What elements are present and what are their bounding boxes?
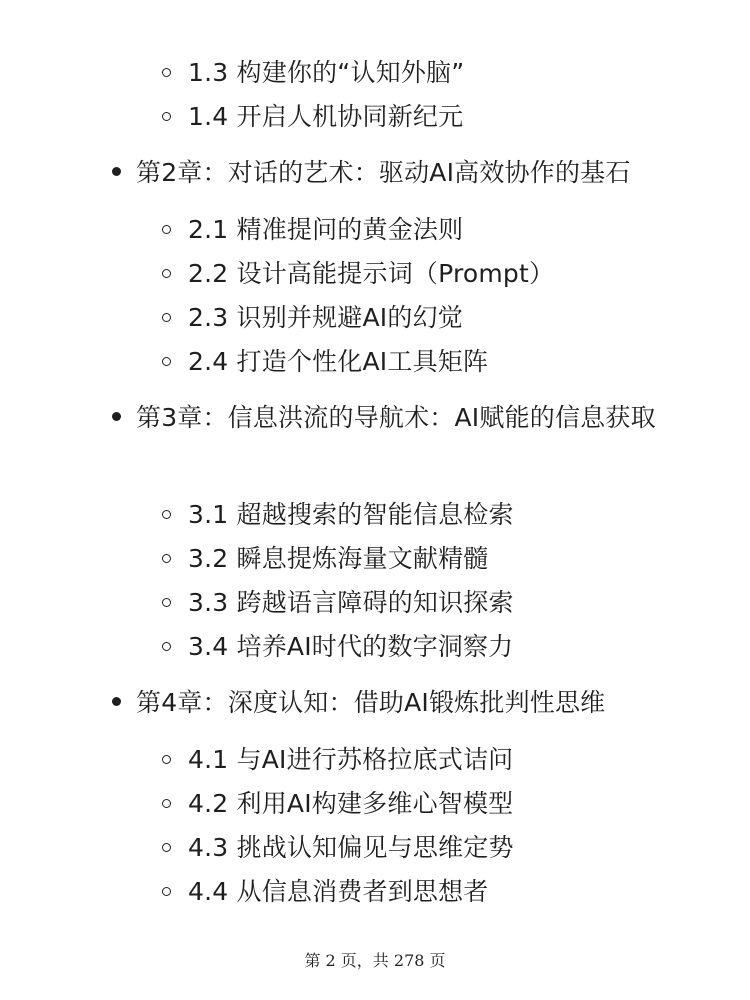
page-number-footer: 第 2 页，共 278 页 [304, 951, 446, 970]
toc-section-item [0, 739, 750, 783]
toc-section-label: 1.4 开启人机协同新纪元 [188, 102, 464, 131]
toc-section-item [0, 582, 750, 626]
toc-section-label: 1.3 构建你的“认知外脑” [188, 58, 465, 87]
toc-section-label: 3.2 瞬息提炼海量文献精髓 [188, 544, 489, 573]
toc-section-item [0, 871, 750, 915]
toc-section-item [0, 827, 750, 871]
filled-disc-bullet-icon [112, 412, 121, 421]
toc-section-label: 3.3 跨越语言障碍的知识探索 [188, 588, 514, 617]
toc-section-item [0, 297, 750, 341]
toc-section-item [0, 341, 750, 385]
toc-section-label: 2.2 设计高能提示词（Prompt） [188, 259, 555, 288]
toc-section-item [0, 494, 750, 538]
hollow-circle-bullet-icon [162, 554, 171, 563]
hollow-circle-bullet-icon [162, 510, 171, 519]
toc-section-label: 4.2 利用AI构建多维心智模型 [188, 789, 514, 818]
hollow-circle-bullet-icon [162, 68, 171, 77]
hollow-circle-bullet-icon [162, 225, 171, 234]
hollow-circle-bullet-icon [162, 887, 171, 896]
toc-section-item [0, 626, 750, 670]
toc-chapter-item [0, 152, 750, 193]
toc-chapter-title: 第3章：信息洪流的导航术：AI赋能的信息获取 [136, 403, 656, 432]
hollow-circle-bullet-icon [162, 598, 171, 607]
toc-chapter-title: 第4章：深度认知：借助AI锻炼批判性思维 [136, 688, 606, 717]
filled-disc-bullet-icon [112, 167, 121, 176]
toc-section-label: 2.1 精准提问的黄金法则 [188, 215, 464, 244]
hollow-circle-bullet-icon [162, 112, 171, 121]
toc-chapter-item [0, 397, 750, 438]
hollow-circle-bullet-icon [162, 755, 171, 764]
hollow-circle-bullet-icon [162, 269, 171, 278]
hollow-circle-bullet-icon [162, 313, 171, 322]
toc-chapter-item [0, 682, 750, 723]
hollow-circle-bullet-icon [162, 799, 171, 808]
toc-section-label: 3.1 超越搜索的智能信息检索 [188, 500, 514, 529]
toc-section-label: 2.3 识别并规避AI的幻觉 [188, 303, 463, 332]
hollow-circle-bullet-icon [162, 843, 171, 852]
filled-disc-bullet-icon [112, 697, 121, 706]
toc-section-item [0, 253, 750, 297]
hollow-circle-bullet-icon [162, 642, 171, 651]
toc-section-label: 3.4 培养AI时代的数字洞察力 [188, 632, 514, 661]
toc-section-item [0, 538, 750, 582]
toc-section-item [0, 783, 750, 827]
toc-section-label: 2.4 打造个性化AI工具矩阵 [188, 347, 489, 376]
toc-section-label: 4.4 从信息消费者到思想者 [188, 877, 489, 906]
toc-section-item [0, 96, 750, 140]
toc-section-item [0, 209, 750, 253]
toc-chapter-title: 第2章：对话的艺术：驱动AI高效协作的基石 [136, 158, 631, 187]
toc-section-item [0, 52, 750, 96]
hollow-circle-bullet-icon [162, 357, 171, 366]
toc-section-label: 4.3 挑战认知偏见与思维定势 [188, 833, 514, 862]
toc-section-label: 4.1 与AI进行苏格拉底式诘问 [188, 745, 514, 774]
